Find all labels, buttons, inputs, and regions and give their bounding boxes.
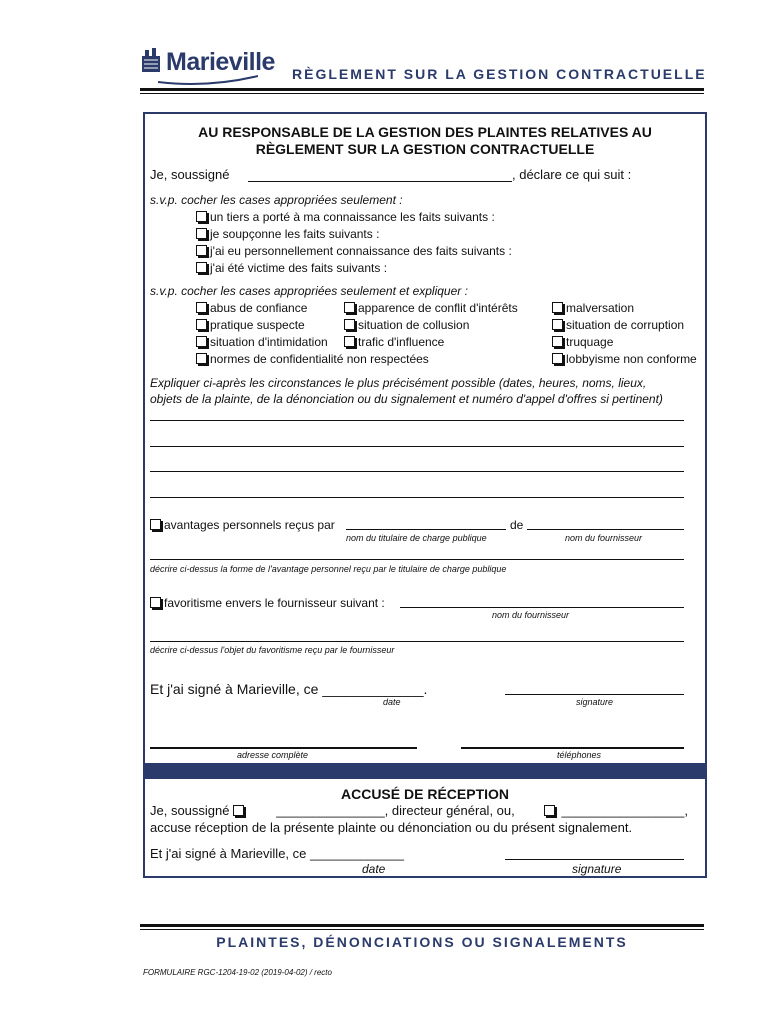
avantage-desc-field[interactable] [150,559,684,560]
declarant-prefix: Je, soussigné [150,167,230,182]
receipt-date-field[interactable]: _____________ [310,846,405,861]
section1-instruction: s.v.p. cocher les cases appropriées seulement : [150,193,403,207]
page-title: RÈGLEMENT SUR LA GESTION CONTRACTUELLE [292,66,707,82]
avantages-option[interactable]: avantages personnels reçus par [150,518,335,532]
section-divider-band [143,763,707,779]
favoritisme-caption: nom du fournisseur [492,610,570,620]
section1-option-0[interactable]: un tiers a porté à ma connaissance les faits suivants : [196,210,495,224]
option-intimidation[interactable]: situation d'intimidation [196,335,328,349]
form-id: FORMULAIRE RGC-1204-19-02 (2019-04-02) / recto [143,968,332,977]
date-field[interactable]: _____________. [322,681,428,697]
date-caption: date [383,697,401,707]
receipt-heading: ACCUSÉ DE RÉCEPTION [340,786,510,802]
checkbox-icon[interactable] [344,302,355,313]
checkbox-icon[interactable] [150,519,161,530]
fournisseur-caption: nom du fournisseur [565,533,643,543]
option-abus[interactable]: abus de confiance [196,301,307,315]
option-apparence[interactable]: apparence de conflit d'intérêts [344,301,518,315]
option-normes[interactable]: normes de confidentialité non respectées [196,352,429,366]
checkbox-icon[interactable] [196,211,207,222]
checkbox-icon[interactable] [552,302,563,313]
checkbox-icon[interactable] [552,336,563,347]
footer-rule [140,924,704,927]
avantage-desc-caption: décrire ci-dessus la forme de l'avantage personnel reçu par le titulaire de charge publique [150,564,507,574]
receipt-signature-caption: signature [572,862,622,876]
form-heading-line2: RÈGLEMENT SUR LA GESTION CONTRACTUELLE [255,141,595,157]
checkbox-icon[interactable] [544,805,555,816]
favoritisme-desc-caption: décrire ci-dessus l'objet du favoritisme reçu par le fournisseur [150,645,395,655]
marieville-logo-icon [140,46,164,76]
declarant-name-field[interactable] [248,181,512,182]
explain-line2: objets de la plainte, de la dénonciation ou du signalement et numéro d'appel d'offres si pertinent) [150,392,663,406]
header-rule-thin [140,93,704,94]
receipt-date-caption: date [362,862,386,876]
declarant-suffix: , déclare ce qui suit : [512,167,632,182]
favoritisme-field[interactable] [400,607,684,608]
explain-line1: Expliquer ci-après les circonstances le plus précisément possible (dates, heures, noms, lieux, [150,376,647,390]
avantages-de: de [510,518,524,532]
checkbox-icon[interactable] [552,353,563,364]
receipt-name-field[interactable]: _______________, directeur général, ou, [276,803,515,818]
checkbox-icon[interactable] [344,336,355,347]
checkbox-icon[interactable] [552,319,563,330]
receipt-signature-field[interactable] [505,859,684,860]
checkbox-icon[interactable] [196,336,207,347]
favoritisme-desc-field[interactable] [150,641,684,642]
phone-field[interactable] [461,747,684,749]
option-corruption[interactable]: situation de corruption [552,318,684,332]
receipt-line2: accuse réception de la présente plainte ou dénonciation ou du présent signalement. [150,820,633,835]
fournisseur-field[interactable] [527,529,684,530]
receipt-signed-label: Et j'ai signé à Marieville, ce _____________ [150,846,405,861]
receipt-alt-name-field[interactable]: _________________, [561,803,688,818]
checkbox-icon[interactable] [196,228,207,239]
favoritisme-option[interactable]: favoritisme envers le fournisseur suivant : [150,596,385,610]
titulaire-field[interactable] [346,529,506,530]
logo-text: Marieville [166,48,275,76]
section1-option-3[interactable]: j'ai été victime des faits suivants : [196,261,387,275]
checkbox-icon[interactable] [344,319,355,330]
titulaire-caption: nom du titulaire de charge publique [346,533,487,543]
header-rule [140,88,704,91]
section2-instruction: s.v.p. cocher les cases appropriées seulement et expliquer : [150,284,468,298]
logo-swoosh-icon [158,74,258,86]
checkbox-icon[interactable] [196,353,207,364]
option-malversation[interactable]: malversation [552,301,634,315]
checkbox-icon[interactable] [196,245,207,256]
signature-field[interactable] [505,694,684,695]
checkbox-icon[interactable] [196,302,207,313]
explain-field-4[interactable] [150,497,684,498]
form-heading-line1: AU RESPONSABLE DE LA GESTION DES PLAINTES RELATIVES AU [198,124,652,140]
checkbox-icon[interactable] [150,597,161,608]
address-field[interactable] [150,747,417,749]
option-trafic[interactable]: trafic d'influence [344,335,444,349]
phone-caption: téléphones [557,750,602,760]
address-caption: adresse complète [237,750,309,760]
option-pratique[interactable]: pratique suspecte [196,318,305,332]
option-collusion[interactable]: situation de collusion [344,318,469,332]
explain-field-2[interactable] [150,446,684,447]
checkbox-icon[interactable] [196,262,207,273]
footer-title: PLAINTES, DÉNONCIATIONS OU SIGNALEMENTS [216,934,628,950]
checkbox-icon[interactable] [233,805,244,816]
section1-option-2[interactable]: j'ai eu personnellement connaissance des faits suivants : [196,244,512,258]
section1-option-1[interactable]: je soupçonne les faits suivants : [196,227,379,241]
footer-rule-thin [140,929,704,930]
option-lobbyisme[interactable]: lobbyisme non conforme [552,352,697,366]
explain-field-3[interactable] [150,471,684,472]
signature-caption: signature [576,697,614,707]
checkbox-icon[interactable] [196,319,207,330]
receipt-line1: Je, soussigné _______________, directeur général, ou, _________________, [150,803,688,818]
signed-label: Et j'ai signé à Marieville, ce _____________. [150,681,428,697]
option-truquage[interactable]: truquage [552,335,613,349]
explain-field-1[interactable] [150,420,684,421]
